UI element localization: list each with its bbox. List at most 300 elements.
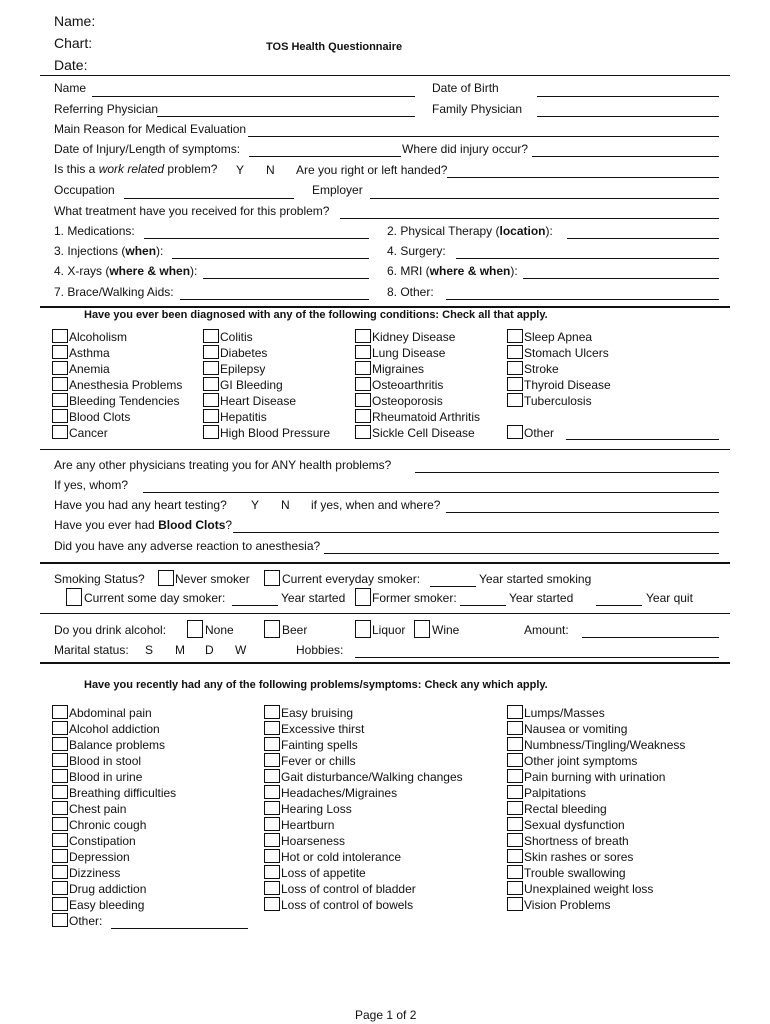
condition-label: Kidney Disease bbox=[372, 330, 456, 344]
former-year-started-label: Year started bbox=[509, 591, 574, 605]
occupation-field[interactable] bbox=[124, 198, 294, 199]
checkbox-divider bbox=[370, 425, 371, 439]
symptom-checkbox[interactable] bbox=[507, 881, 522, 895]
symptom-label: Dizziness bbox=[69, 866, 121, 880]
condition-label: Anesthesia Problems bbox=[69, 378, 183, 392]
current-smoker-label: Current everyday smoker: bbox=[282, 572, 421, 586]
symptom-label: Palpitations bbox=[524, 786, 587, 800]
condition-label: Bleeding Tendencies bbox=[69, 394, 180, 408]
handed-label: Are you right or left handed? bbox=[296, 163, 448, 177]
symptom-checkbox[interactable] bbox=[52, 913, 67, 927]
symptom-label: Shortness of breath bbox=[524, 834, 629, 848]
checkbox-divider bbox=[370, 377, 371, 391]
hobbies-label: Hobbies: bbox=[296, 643, 344, 657]
former-smoker-label: Former smoker: bbox=[372, 591, 457, 605]
condition-checkbox[interactable] bbox=[203, 345, 218, 359]
other-treatment-field[interactable] bbox=[446, 299, 719, 300]
marital-widowed-option[interactable]: W bbox=[235, 643, 247, 657]
checkbox-divider bbox=[279, 849, 280, 863]
condition-label: Anemia bbox=[69, 362, 110, 376]
checkbox-divider bbox=[67, 801, 68, 815]
symptom-checkbox[interactable] bbox=[52, 785, 67, 799]
checkbox-divider bbox=[370, 409, 371, 423]
checkbox-divider bbox=[279, 833, 280, 847]
symptom-checkbox[interactable] bbox=[507, 865, 522, 879]
checkbox-divider bbox=[67, 705, 68, 719]
symptom-label: Easy bleeding bbox=[69, 898, 145, 912]
symptom-label: Chronic cough bbox=[69, 818, 147, 832]
surgery-label: 4. Surgery: bbox=[387, 244, 446, 258]
condition-checkbox[interactable] bbox=[355, 393, 370, 407]
checkbox-divider bbox=[522, 705, 523, 719]
checkbox-divider bbox=[67, 913, 68, 927]
other-condition-field[interactable] bbox=[566, 439, 719, 440]
condition-label: Colitis bbox=[220, 330, 253, 344]
mri-label: 6. MRI (where & when): bbox=[387, 264, 518, 278]
checkbox-divider bbox=[67, 737, 68, 751]
symptom-checkbox[interactable] bbox=[264, 785, 279, 799]
checkbox-divider bbox=[67, 393, 68, 407]
anesthesia-field[interactable] bbox=[324, 553, 719, 554]
checkbox-divider bbox=[370, 393, 371, 407]
symptom-label: Gait disturbance/Walking changes bbox=[281, 770, 463, 784]
checkbox-divider bbox=[522, 753, 523, 767]
checkbox-divider bbox=[522, 737, 523, 751]
symptom-checkbox[interactable] bbox=[264, 753, 279, 767]
checkbox-divider bbox=[279, 817, 280, 831]
alcohol-wine-label: Wine bbox=[432, 623, 460, 637]
checkbox-divider bbox=[370, 329, 371, 343]
checkbox-divider bbox=[522, 377, 523, 391]
if-yes-whom-field[interactable] bbox=[143, 492, 719, 493]
symptom-label: Hearing Loss bbox=[281, 802, 352, 816]
other-physicians-field[interactable] bbox=[415, 472, 719, 473]
condition-checkbox[interactable] bbox=[507, 361, 522, 375]
symptom-checkbox[interactable] bbox=[507, 897, 522, 911]
year-started-smoking-label: Year started smoking bbox=[479, 572, 592, 586]
condition-checkbox[interactable] bbox=[52, 361, 67, 375]
checkbox-divider bbox=[218, 361, 219, 375]
if-yes-whom-label: If yes, whom? bbox=[54, 478, 129, 492]
alcohol-beer-checkbox[interactable] bbox=[264, 620, 280, 638]
checkbox-divider bbox=[522, 897, 523, 911]
symptom-checkbox[interactable] bbox=[507, 785, 522, 799]
name-field-label: Name bbox=[54, 81, 87, 95]
section-divider bbox=[40, 662, 730, 664]
marital-divorced-option[interactable]: D bbox=[205, 643, 214, 657]
symptom-checkbox[interactable] bbox=[52, 881, 67, 895]
condition-checkbox[interactable] bbox=[52, 425, 67, 439]
symptom-label: Blood in urine bbox=[69, 770, 143, 784]
symptom-label: Other joint symptoms bbox=[524, 754, 638, 768]
condition-checkbox[interactable] bbox=[203, 377, 218, 391]
some-day-year-field[interactable] bbox=[232, 605, 278, 606]
checkbox-divider bbox=[67, 881, 68, 895]
marital-married-option[interactable]: M bbox=[175, 643, 185, 657]
work-no-option[interactable]: N bbox=[266, 163, 275, 177]
condition-checkbox[interactable] bbox=[507, 377, 522, 391]
physical-therapy-field[interactable] bbox=[567, 238, 719, 239]
checkbox-divider bbox=[522, 849, 523, 863]
amount-label: Amount: bbox=[524, 623, 569, 637]
symptom-checkbox[interactable] bbox=[507, 753, 522, 767]
employer-label: Employer bbox=[312, 183, 363, 197]
symptom-checkbox[interactable] bbox=[52, 753, 67, 767]
page-number: Page 1 of 2 bbox=[355, 1008, 417, 1022]
name-field[interactable] bbox=[92, 96, 415, 97]
symptom-checkbox[interactable] bbox=[507, 801, 522, 815]
symptom-label: Sexual dysfunction bbox=[524, 818, 625, 832]
year-quit-field[interactable] bbox=[596, 605, 642, 606]
symptom-checkbox[interactable] bbox=[264, 737, 279, 751]
checkbox-divider bbox=[522, 833, 523, 847]
former-smoker-field[interactable] bbox=[460, 605, 506, 606]
symptom-label: Blood in stool bbox=[69, 754, 142, 768]
former-smoker-checkbox[interactable] bbox=[355, 588, 371, 606]
condition-label: Thyroid Disease bbox=[524, 378, 611, 392]
symptom-label: Hot or cold intolerance bbox=[281, 850, 402, 864]
symptom-checkbox[interactable] bbox=[52, 737, 67, 751]
condition-checkbox[interactable] bbox=[355, 329, 370, 343]
symptom-label: Abdominal pain bbox=[69, 706, 152, 720]
checkbox-divider bbox=[67, 785, 68, 799]
condition-label: Cancer bbox=[69, 426, 108, 440]
some-day-year-label: Year started bbox=[281, 591, 346, 605]
heart-where-label: if yes, when and where? bbox=[311, 498, 441, 512]
symptom-checkbox[interactable] bbox=[507, 737, 522, 751]
condition-label: Sleep Apnea bbox=[524, 330, 593, 344]
work-yes-option[interactable]: Y bbox=[236, 163, 245, 177]
current-smoker-checkbox[interactable] bbox=[264, 570, 280, 586]
checkbox-divider bbox=[218, 377, 219, 391]
condition-label: High Blood Pressure bbox=[220, 426, 331, 440]
checkbox-divider bbox=[67, 865, 68, 879]
symptom-label: Heartburn bbox=[281, 818, 335, 832]
other-symptom-field[interactable] bbox=[111, 928, 248, 929]
symptom-label: Loss of control of bladder bbox=[281, 882, 416, 896]
symptom-checkbox[interactable] bbox=[507, 817, 522, 831]
checkbox-divider bbox=[279, 769, 280, 783]
family-label: Family Physician bbox=[432, 102, 523, 116]
header-divider bbox=[40, 75, 730, 76]
symptom-label: Depression bbox=[69, 850, 130, 864]
referring-field[interactable] bbox=[157, 116, 415, 117]
checkbox-divider bbox=[522, 721, 523, 735]
symptom-checkbox[interactable] bbox=[507, 705, 522, 719]
symptom-checkbox[interactable] bbox=[52, 897, 67, 911]
symptom-checkbox[interactable] bbox=[52, 769, 67, 783]
checkbox-divider bbox=[370, 345, 371, 359]
symptom-checkbox[interactable] bbox=[52, 801, 67, 815]
symptom-checkbox[interactable] bbox=[264, 849, 279, 863]
section-divider bbox=[40, 449, 730, 450]
injections-label: 3. Injections (when): bbox=[54, 244, 164, 258]
symptom-label: Nausea or vomiting bbox=[524, 722, 628, 736]
checkbox-divider bbox=[67, 769, 68, 783]
checkbox-divider bbox=[522, 769, 523, 783]
symptom-checkbox[interactable] bbox=[264, 881, 279, 895]
symptom-label: Skin rashes or sores bbox=[524, 850, 634, 864]
medications-field[interactable] bbox=[144, 238, 369, 239]
checkbox-divider bbox=[218, 393, 219, 407]
checkbox-divider bbox=[67, 345, 68, 359]
symptom-checkbox[interactable] bbox=[507, 833, 522, 847]
injury-date-label: Date of Injury/Length of symptoms: bbox=[54, 142, 241, 156]
condition-label: Hepatitis bbox=[220, 410, 267, 424]
condition-label: Stomach Ulcers bbox=[524, 346, 609, 360]
injections-field[interactable] bbox=[172, 258, 369, 259]
checkbox-divider bbox=[522, 865, 523, 879]
symptom-label: Chest pain bbox=[69, 802, 127, 816]
symptom-checkbox[interactable] bbox=[52, 721, 67, 735]
name-label: Name: bbox=[54, 13, 96, 29]
symptom-label: Alcohol addiction bbox=[69, 722, 160, 736]
condition-checkbox[interactable] bbox=[355, 345, 370, 359]
symptom-checkbox[interactable] bbox=[52, 849, 67, 863]
checkbox-divider bbox=[67, 753, 68, 767]
some-day-smoker-checkbox[interactable] bbox=[66, 588, 82, 606]
medications-label: 1. Medications: bbox=[54, 224, 135, 238]
condition-checkbox[interactable] bbox=[203, 409, 218, 423]
symptom-checkbox[interactable] bbox=[264, 721, 279, 735]
condition-checkbox[interactable] bbox=[507, 393, 522, 407]
alcohol-none-label: None bbox=[205, 623, 234, 637]
condition-checkbox[interactable] bbox=[507, 345, 522, 359]
symptom-label: Rectal bleeding bbox=[524, 802, 607, 816]
brace-label: 7. Brace/Walking Aids: bbox=[54, 285, 174, 299]
physical-therapy-label: 2. Physical Therapy (location): bbox=[387, 224, 553, 238]
xrays-label: 4. X-rays (where & when): bbox=[54, 264, 198, 278]
handed-field[interactable] bbox=[447, 177, 719, 178]
date-label: Date: bbox=[54, 57, 88, 73]
injury-where-label: Where did injury occur? bbox=[402, 142, 529, 156]
symptom-label: Easy bruising bbox=[281, 706, 354, 720]
condition-checkbox[interactable] bbox=[507, 329, 522, 343]
symptom-checkbox[interactable] bbox=[507, 769, 522, 783]
condition-checkbox[interactable] bbox=[52, 409, 67, 423]
condition-checkbox[interactable] bbox=[355, 361, 370, 375]
symptom-checkbox[interactable] bbox=[52, 833, 67, 847]
condition-checkbox[interactable] bbox=[355, 409, 370, 423]
symptom-checkbox[interactable] bbox=[52, 865, 67, 879]
heart-no-option[interactable]: N bbox=[281, 498, 290, 512]
condition-label: Alcoholism bbox=[69, 330, 128, 344]
alcohol-liquor-checkbox[interactable] bbox=[355, 620, 371, 638]
injury-date-field[interactable] bbox=[249, 156, 401, 157]
blood-clots-label: Have you ever had Blood Clots? bbox=[54, 518, 233, 532]
mri-field[interactable] bbox=[523, 278, 719, 279]
condition-checkbox[interactable] bbox=[203, 329, 218, 343]
checkbox-divider bbox=[218, 345, 219, 359]
checkbox-divider bbox=[218, 409, 219, 423]
employer-field[interactable] bbox=[370, 198, 719, 199]
marital-label: Marital status: bbox=[54, 643, 129, 657]
condition-label: Osteoporosis bbox=[372, 394, 443, 408]
symptom-checkbox[interactable] bbox=[52, 705, 67, 719]
condition-checkbox[interactable] bbox=[52, 377, 67, 391]
symptom-label: Drug addiction bbox=[69, 882, 147, 896]
marital-single-option[interactable]: S bbox=[145, 643, 154, 657]
checkbox-divider bbox=[522, 361, 523, 375]
hobbies-field[interactable] bbox=[355, 657, 719, 658]
symptom-label: Trouble swallowing bbox=[524, 866, 626, 880]
condition-label: Lung Disease bbox=[372, 346, 446, 360]
dob-field[interactable] bbox=[537, 96, 719, 97]
checkbox-divider bbox=[522, 881, 523, 895]
year-quit-label: Year quit bbox=[646, 591, 693, 605]
alcohol-liquor-label: Liquor bbox=[372, 623, 406, 637]
condition-label: Stroke bbox=[524, 362, 559, 376]
symptom-label: Balance problems bbox=[69, 738, 166, 752]
checkbox-divider bbox=[67, 833, 68, 847]
injury-where-field[interactable] bbox=[532, 156, 719, 157]
condition-label: Epilepsy bbox=[220, 362, 266, 376]
symptom-label: Pain burning with urination bbox=[524, 770, 666, 784]
symptom-label: Headaches/Migraines bbox=[281, 786, 398, 800]
checkbox-divider bbox=[67, 425, 68, 439]
symptom-label: Unexplained weight loss bbox=[524, 882, 654, 896]
condition-label: Heart Disease bbox=[220, 394, 297, 408]
other-treatment-label: 8. Other: bbox=[387, 285, 434, 299]
amount-field[interactable] bbox=[582, 637, 719, 638]
current-smoker-field[interactable] bbox=[430, 586, 476, 587]
condition-checkbox[interactable] bbox=[507, 425, 522, 439]
symptom-label: Excessive thirst bbox=[281, 722, 365, 736]
symptom-checkbox[interactable] bbox=[264, 817, 279, 831]
checkbox-divider bbox=[522, 393, 523, 407]
checkbox-divider bbox=[67, 849, 68, 863]
condition-label: Osteoarthritis bbox=[372, 378, 444, 392]
symptom-checkbox[interactable] bbox=[264, 769, 279, 783]
xrays-field[interactable] bbox=[203, 278, 369, 279]
anesthesia-label: Did you have any adverse reaction to anesthesia? bbox=[54, 539, 321, 553]
checkbox-divider bbox=[67, 329, 68, 343]
condition-label: Sickle Cell Disease bbox=[372, 426, 475, 440]
condition-checkbox[interactable] bbox=[52, 329, 67, 343]
symptom-checkbox[interactable] bbox=[507, 849, 522, 863]
checkbox-divider bbox=[522, 345, 523, 359]
checkbox-divider bbox=[279, 801, 280, 815]
checkbox-divider bbox=[279, 753, 280, 767]
treatment-label: What treatment have you received for this problem? bbox=[54, 204, 330, 218]
alcohol-label: Do you drink alcohol: bbox=[54, 623, 167, 637]
condition-label: Migraines bbox=[372, 362, 425, 376]
symptom-checkbox[interactable] bbox=[264, 833, 279, 847]
alcohol-none-checkbox[interactable] bbox=[187, 620, 203, 638]
symptom-label: Lumps/Masses bbox=[524, 706, 605, 720]
condition-checkbox[interactable] bbox=[203, 361, 218, 375]
condition-checkbox[interactable] bbox=[203, 425, 218, 439]
checkbox-divider bbox=[67, 409, 68, 423]
alcohol-wine-checkbox[interactable] bbox=[414, 620, 430, 638]
checkbox-divider bbox=[218, 425, 219, 439]
symptom-label: Breathing difficulties bbox=[69, 786, 177, 800]
brace-field[interactable] bbox=[180, 299, 369, 300]
symptom-label: Loss of appetite bbox=[281, 866, 366, 880]
family-field[interactable] bbox=[537, 116, 719, 117]
checkbox-divider bbox=[279, 705, 280, 719]
symptoms-heading: Have you recently had any of the following problems/symptoms: Check any which apply. bbox=[84, 679, 548, 691]
never-smoker-checkbox[interactable] bbox=[158, 570, 174, 586]
symptom-checkbox[interactable] bbox=[264, 897, 279, 911]
condition-label: Rheumatoid Arthritis bbox=[372, 410, 481, 424]
blood-clots-field[interactable] bbox=[233, 532, 719, 533]
checkbox-divider bbox=[279, 721, 280, 735]
other-physicians-label: Are any other physicians treating you for ANY health problems? bbox=[54, 458, 392, 472]
symptom-checkbox[interactable] bbox=[264, 801, 279, 815]
checkbox-divider bbox=[279, 785, 280, 799]
checkbox-divider bbox=[522, 801, 523, 815]
chart-label: Chart: bbox=[54, 35, 93, 51]
condition-label: Other bbox=[524, 426, 555, 440]
surgery-field[interactable] bbox=[456, 258, 719, 259]
symptom-checkbox[interactable] bbox=[52, 817, 67, 831]
conditions-heading: Have you ever been diagnosed with any of the following conditions: Check all that apply. bbox=[84, 309, 548, 321]
symptom-checkbox[interactable] bbox=[264, 865, 279, 879]
checkbox-divider bbox=[522, 785, 523, 799]
condition-label: Asthma bbox=[69, 346, 110, 360]
symptom-label: Loss of control of bowels bbox=[281, 898, 414, 912]
symptom-label: Constipation bbox=[69, 834, 136, 848]
checkbox-divider bbox=[67, 817, 68, 831]
section-divider bbox=[40, 562, 730, 564]
never-smoker-label: Never smoker bbox=[175, 572, 250, 586]
checkbox-divider bbox=[370, 361, 371, 375]
condition-label: Tuberculosis bbox=[524, 394, 592, 408]
condition-checkbox[interactable] bbox=[203, 393, 218, 407]
checkbox-divider bbox=[279, 881, 280, 895]
condition-checkbox[interactable] bbox=[355, 377, 370, 391]
page-title: TOS Health Questionnaire bbox=[266, 41, 403, 53]
condition-label: GI Bleeding bbox=[220, 378, 283, 392]
work-related-label: Is this a work related problem? bbox=[54, 162, 218, 176]
checkbox-divider bbox=[522, 425, 523, 439]
checkbox-divider bbox=[67, 361, 68, 375]
condition-label: Blood Clots bbox=[69, 410, 131, 424]
checkbox-divider bbox=[279, 737, 280, 751]
alcohol-beer-label: Beer bbox=[282, 623, 308, 637]
checkbox-divider bbox=[279, 897, 280, 911]
heart-where-field[interactable] bbox=[446, 512, 719, 513]
symptom-label: Numbness/Tingling/Weakness bbox=[524, 738, 686, 752]
referring-label: Referring Physician bbox=[54, 102, 159, 116]
smoking-label: Smoking Status? bbox=[54, 572, 145, 586]
checkbox-divider bbox=[218, 329, 219, 343]
condition-checkbox[interactable] bbox=[355, 425, 370, 439]
section-divider bbox=[40, 613, 730, 614]
condition-checkbox[interactable] bbox=[52, 393, 67, 407]
checkbox-divider bbox=[67, 897, 68, 911]
heart-yes-option[interactable]: Y bbox=[251, 498, 260, 512]
checkbox-divider bbox=[522, 329, 523, 343]
checkbox-divider bbox=[279, 865, 280, 879]
reason-field[interactable] bbox=[248, 136, 719, 137]
some-day-smoker-label: Current some day smoker: bbox=[84, 591, 226, 605]
symptom-label: Fainting spells bbox=[281, 738, 358, 752]
checkbox-divider bbox=[67, 721, 68, 735]
symptom-checkbox[interactable] bbox=[507, 721, 522, 735]
occupation-label: Occupation bbox=[54, 183, 115, 197]
symptom-label: Other: bbox=[69, 914, 103, 928]
symptom-label: Hoarseness bbox=[281, 834, 346, 848]
checkbox-divider bbox=[522, 817, 523, 831]
checkbox-divider bbox=[67, 377, 68, 391]
symptom-checkbox[interactable] bbox=[264, 705, 279, 719]
treatment-field[interactable] bbox=[340, 218, 719, 219]
dob-label: Date of Birth bbox=[432, 81, 499, 95]
condition-checkbox[interactable] bbox=[52, 345, 67, 359]
heart-testing-label: Have you had any heart testing? bbox=[54, 498, 227, 512]
